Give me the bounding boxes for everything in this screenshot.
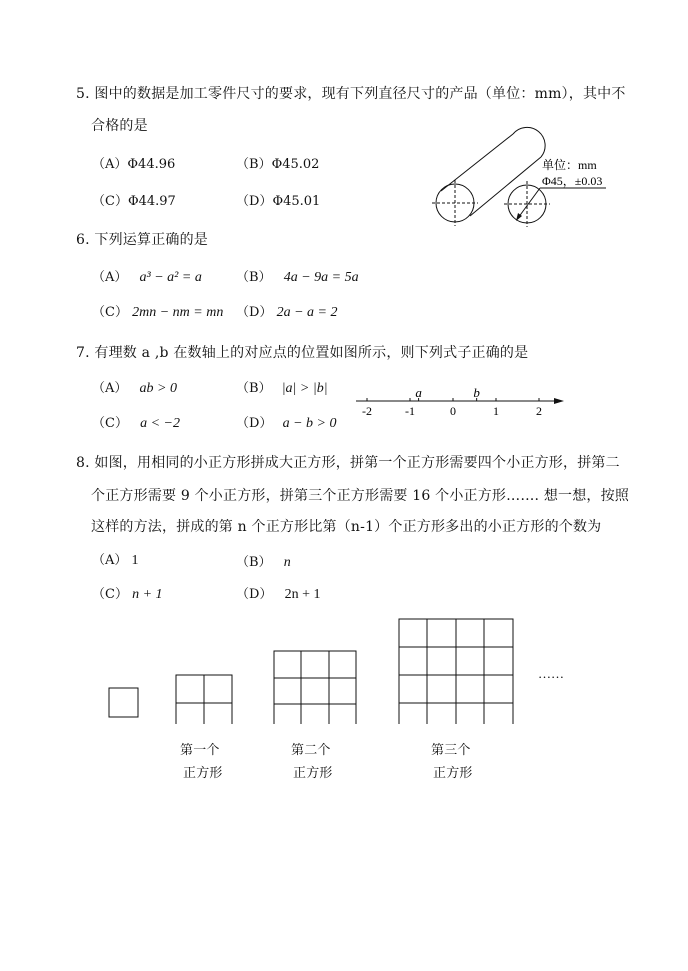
number-line-tick-label: 0 [450,404,456,418]
q7-option-d [236,412,336,432]
option-label: （A） [92,381,128,396]
q5-option-c [92,190,176,209]
q7-number-line [350,384,570,420]
q8-stem-line1: 8. 如图，用相同的小正方形拼成大正方形，拼第一个正方形需要四个小正方形，拼第二 [76,455,620,471]
q5-option-a [92,153,175,172]
caption-first-line2: 正方形 [183,766,223,781]
option-text: |a| > |b| [281,381,328,396]
option-text: 2mn − nm = mn [132,305,224,320]
number-line-point-label-a: a [415,385,422,400]
number-line-tick-label: 2 [536,404,542,418]
option-text: a − b > 0 [282,416,337,431]
caption-second-line1: 第二个 [291,743,331,758]
option-label: （B） [236,270,272,285]
option-text: a < −2 [140,416,180,431]
option-label: （D） [236,587,273,602]
caption-first-line1: 第一个 [180,743,220,758]
q6-option-c [92,301,223,321]
q5-option-b [236,153,319,172]
option-label: （D） [236,416,273,431]
cylinder-bottom-edge [470,157,541,216]
option-label: （A） [92,553,128,568]
option-label: （A） [92,157,128,172]
q6-stem: 6. 下列运算正确的是 [76,232,209,248]
q8-stem-line2: 个正方形需要 9 个小正方形，拼第三个正方形需要 16 个小正方形……. 想一想，按照 [91,488,630,504]
caption-third-line1: 第三个 [431,743,471,758]
option-text: Φ44.97 [127,194,176,209]
unit-label: 单位：mm [542,158,597,172]
q5-cylinder-figure [430,122,620,230]
q8-option-c [92,583,163,603]
q8-option-b [236,551,291,571]
q7-option-b [236,377,328,397]
sequence-ellipsis: …… [538,666,564,681]
q5-option-d [236,190,320,209]
q8-option-a [92,549,139,569]
single-square [109,688,138,717]
q6-option-a [92,266,202,286]
option-label: （D） [236,194,273,209]
option-label: （B） [236,157,272,172]
option-label: （C） [92,194,128,209]
q8-square-sequence [100,612,580,724]
option-label: （C） [92,305,128,320]
q8-stem-line3: 这样的方法，拼成的第 n 个正方形比第（n-1）个正方形多出的小正方形的个数为 [91,519,602,535]
square-3x3 [274,651,356,724]
option-text: 4a − 9a = 5a [283,270,359,285]
q7-option-c [92,412,180,432]
option-label: （A） [92,270,128,285]
q7-option-a [92,377,177,397]
number-line-point-label-b: b [473,385,480,400]
dimension-leader [518,188,540,218]
option-text: n + 1 [132,587,163,602]
caption-third-line2: 正方形 [433,766,473,781]
caption-second-line2: 正方形 [293,766,333,781]
option-label: （B） [236,555,272,570]
option-label: （D） [236,305,273,320]
option-text: 1 [131,553,139,568]
option-label: （C） [92,416,128,431]
number-line-tick-label: -2 [362,404,372,418]
cylinder-far-end [513,127,545,157]
option-text: a³ − a² = a [139,270,202,285]
cylinder-top-edge [441,134,513,191]
square-4x4 [399,619,513,724]
option-text: n [283,555,291,570]
option-label: （C） [92,587,128,602]
q8-option-d [236,583,320,603]
option-label: （B） [236,381,272,396]
option-text: ab > 0 [139,381,177,396]
number-line-arrow [554,398,564,404]
option-text: 2a − a = 2 [276,305,338,320]
option-text: Φ44.96 [127,157,176,172]
option-text: Φ45.02 [271,157,320,172]
number-line-tick-label: 1 [493,404,499,418]
option-text: 2n + 1 [284,587,321,602]
q5-stem-line2: 合格的是 [91,118,148,134]
tolerance-label: Φ45，±0.03 [542,174,603,188]
option-text: Φ45.01 [272,194,321,209]
square-2x2 [176,675,232,724]
q5-stem-line1: 5. 图中的数据是加工零件尺寸的要求，现有下列直径尺寸的产品（单位：mm），其中不 [76,86,626,102]
q6-option-b [236,266,359,286]
q7-stem: 7. 有理数 a ,b 在数轴上的对应点的位置如图所示，则下列式子正确的是 [76,345,529,361]
q6-option-d [236,301,337,321]
number-line-tick-label: -1 [405,404,415,418]
